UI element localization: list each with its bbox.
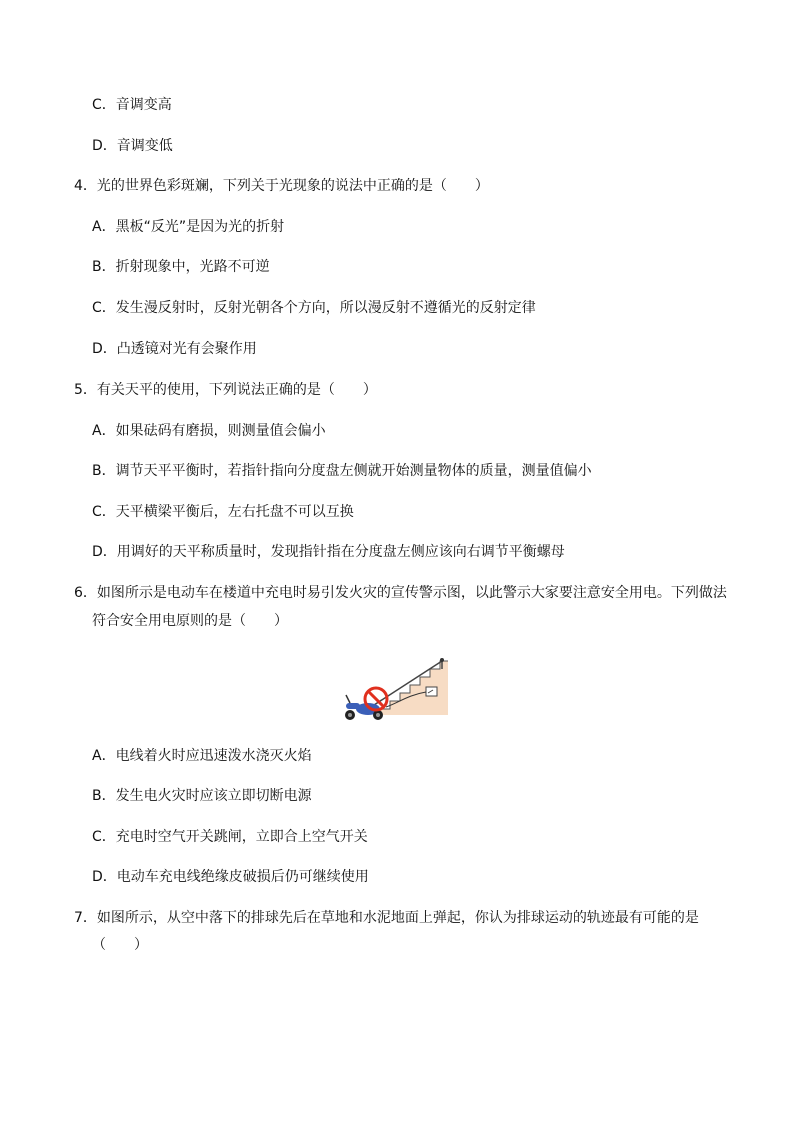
q4-option-d: D．凸透镜对光有会聚作用 — [92, 341, 257, 357]
scooter-handlebar — [346, 695, 350, 703]
q5-option-a: A．如果砝码有磨损，则测量值会偏小 — [92, 423, 326, 439]
q7-stem-line2: （ ） — [92, 937, 148, 953]
power-socket — [426, 687, 437, 696]
q3-option-d: D．音调变低 — [92, 138, 173, 154]
handrail-knob — [440, 658, 444, 662]
q5-option-d: D．用调好的天平称质量时，发现指针指在分度盘左侧应该向右调节平衡螺母 — [92, 544, 565, 560]
q4-option-a: A．黑板“反光”是因为光的折射 — [92, 219, 285, 235]
q6-option-a: A．电线着火时应迅速泼水浇灭火焰 — [92, 748, 312, 764]
q6-option-d: D．电动车充电线绝缘皮破损后仍可继续使用 — [92, 869, 369, 885]
q5-option-b: B．调节天平平衡时，若指针指向分度盘左侧就开始测量物体的质量，测量值偏小 — [92, 463, 592, 479]
q6-stem-line1: 6．如图所示是电动车在楼道中充电时易引发火灾的宣传警示图，以此警示大家要注意安全用电。下列做法 — [74, 585, 727, 601]
q4-option-b: B．折射现象中，光路不可逆 — [92, 259, 270, 275]
q4-option-c: C．发生漫反射时，反射光朝各个方向，所以漫反射不遵循光的反射定律 — [92, 300, 536, 316]
q5-option-c: C．天平横梁平衡后，左右托盘不可以互换 — [92, 504, 354, 520]
q7-stem-line1: 7．如图所示，从空中落下的排球先后在草地和水泥地面上弹起，你认为排球运动的轨迹最有可能的是 — [74, 910, 699, 926]
q5-stem: 5．有关天平的使用，下列说法正确的是（ ） — [74, 382, 377, 398]
q6-stem-line2: 符合安全用电原则的是（ ） — [92, 613, 288, 629]
q6-option-b: B．发生电火灾时应该立即切断电源 — [92, 788, 312, 804]
q6-option-c: C．充电时空气开关跳闸，立即合上空气开关 — [92, 829, 368, 845]
scooter-charging-warning-icon — [338, 655, 452, 725]
q3-option-c: C．音调变高 — [92, 97, 172, 113]
q4-stem: 4．光的世界色彩斑斓，下列关于光现象的说法中正确的是（ ） — [74, 178, 489, 194]
